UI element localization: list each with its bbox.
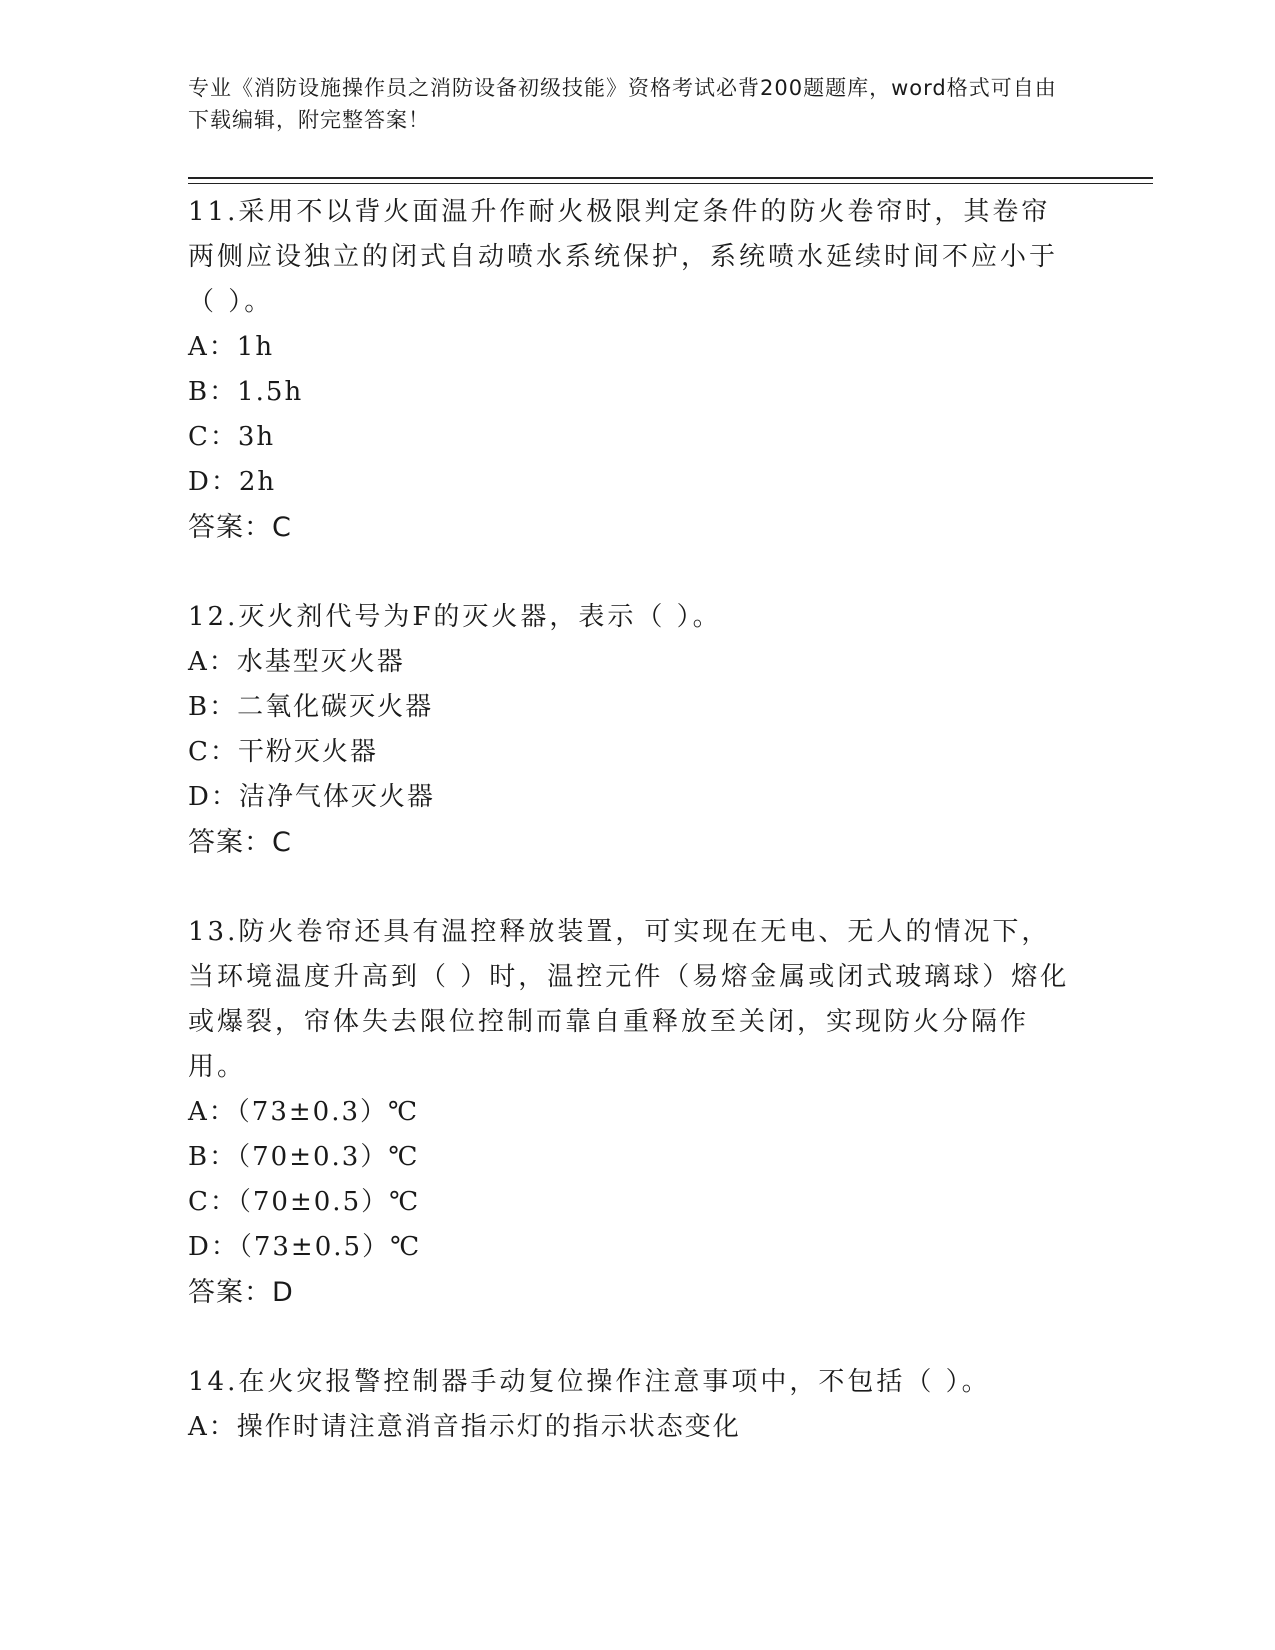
question-stem: 12.灭火剂代号为F的灭火器，表示（ ）。 bbox=[188, 602, 722, 632]
option-a: A：操作时请注意消音指示灯的指示状态变化 bbox=[188, 1412, 741, 1442]
option-c: C：干粉灭火器 bbox=[188, 737, 378, 767]
option-d: D：洁净气体灭火器 bbox=[188, 782, 435, 812]
answer: 答案：C bbox=[188, 512, 292, 543]
option-d: D：（73±0.5）℃ bbox=[188, 1232, 422, 1262]
question-list bbox=[188, 190, 1078, 1495]
question-stem: 13.防火卷帘还具有温控释放装置，可实现在无电、无人的情况下，当环境温度升高到（ ）时，温控元件（易熔金属或闭式玻璃球）熔化或爆裂，帘体失去限位控制而靠自重释放至关闭，实现防火分隔作用。 bbox=[188, 917, 1070, 1082]
option-c: C：3h bbox=[188, 422, 276, 452]
question-11 bbox=[188, 190, 1078, 550]
option-b: B：1.5h bbox=[188, 377, 304, 407]
option-d: D：2h bbox=[188, 467, 277, 497]
question-14 bbox=[188, 1360, 1078, 1450]
option-a: A：（73±0.3）℃ bbox=[188, 1097, 420, 1127]
question-13 bbox=[188, 910, 1078, 1315]
header-divider-thin bbox=[188, 183, 1153, 184]
option-b: B：二氧化碳灭火器 bbox=[188, 692, 434, 722]
answer: 答案：C bbox=[188, 827, 292, 858]
header-divider-thick bbox=[188, 177, 1153, 179]
question-12 bbox=[188, 595, 1078, 865]
document-header: 专业《消防设施操作员之消防设备初级技能》资格考试必背200题题库，word格式可自由下载编辑，附完整答案！ bbox=[188, 76, 1057, 132]
question-stem: 14.在火灾报警控制器手动复位操作注意事项中，不包括（ ）。 bbox=[188, 1367, 991, 1397]
option-a: A：水基型灭火器 bbox=[188, 647, 405, 677]
answer: 答案：D bbox=[188, 1277, 294, 1308]
option-c: C：（70±0.5）℃ bbox=[188, 1187, 421, 1217]
question-stem: 11.采用不以背火面温升作耐火极限判定条件的防火卷帘时，其卷帘两侧应设独立的闭式自动喷水系统保护，系统喷水延续时间不应小于（ ）。 bbox=[188, 197, 1059, 317]
option-b: B：（70±0.3）℃ bbox=[188, 1142, 420, 1172]
option-a: A：1h bbox=[188, 332, 275, 362]
